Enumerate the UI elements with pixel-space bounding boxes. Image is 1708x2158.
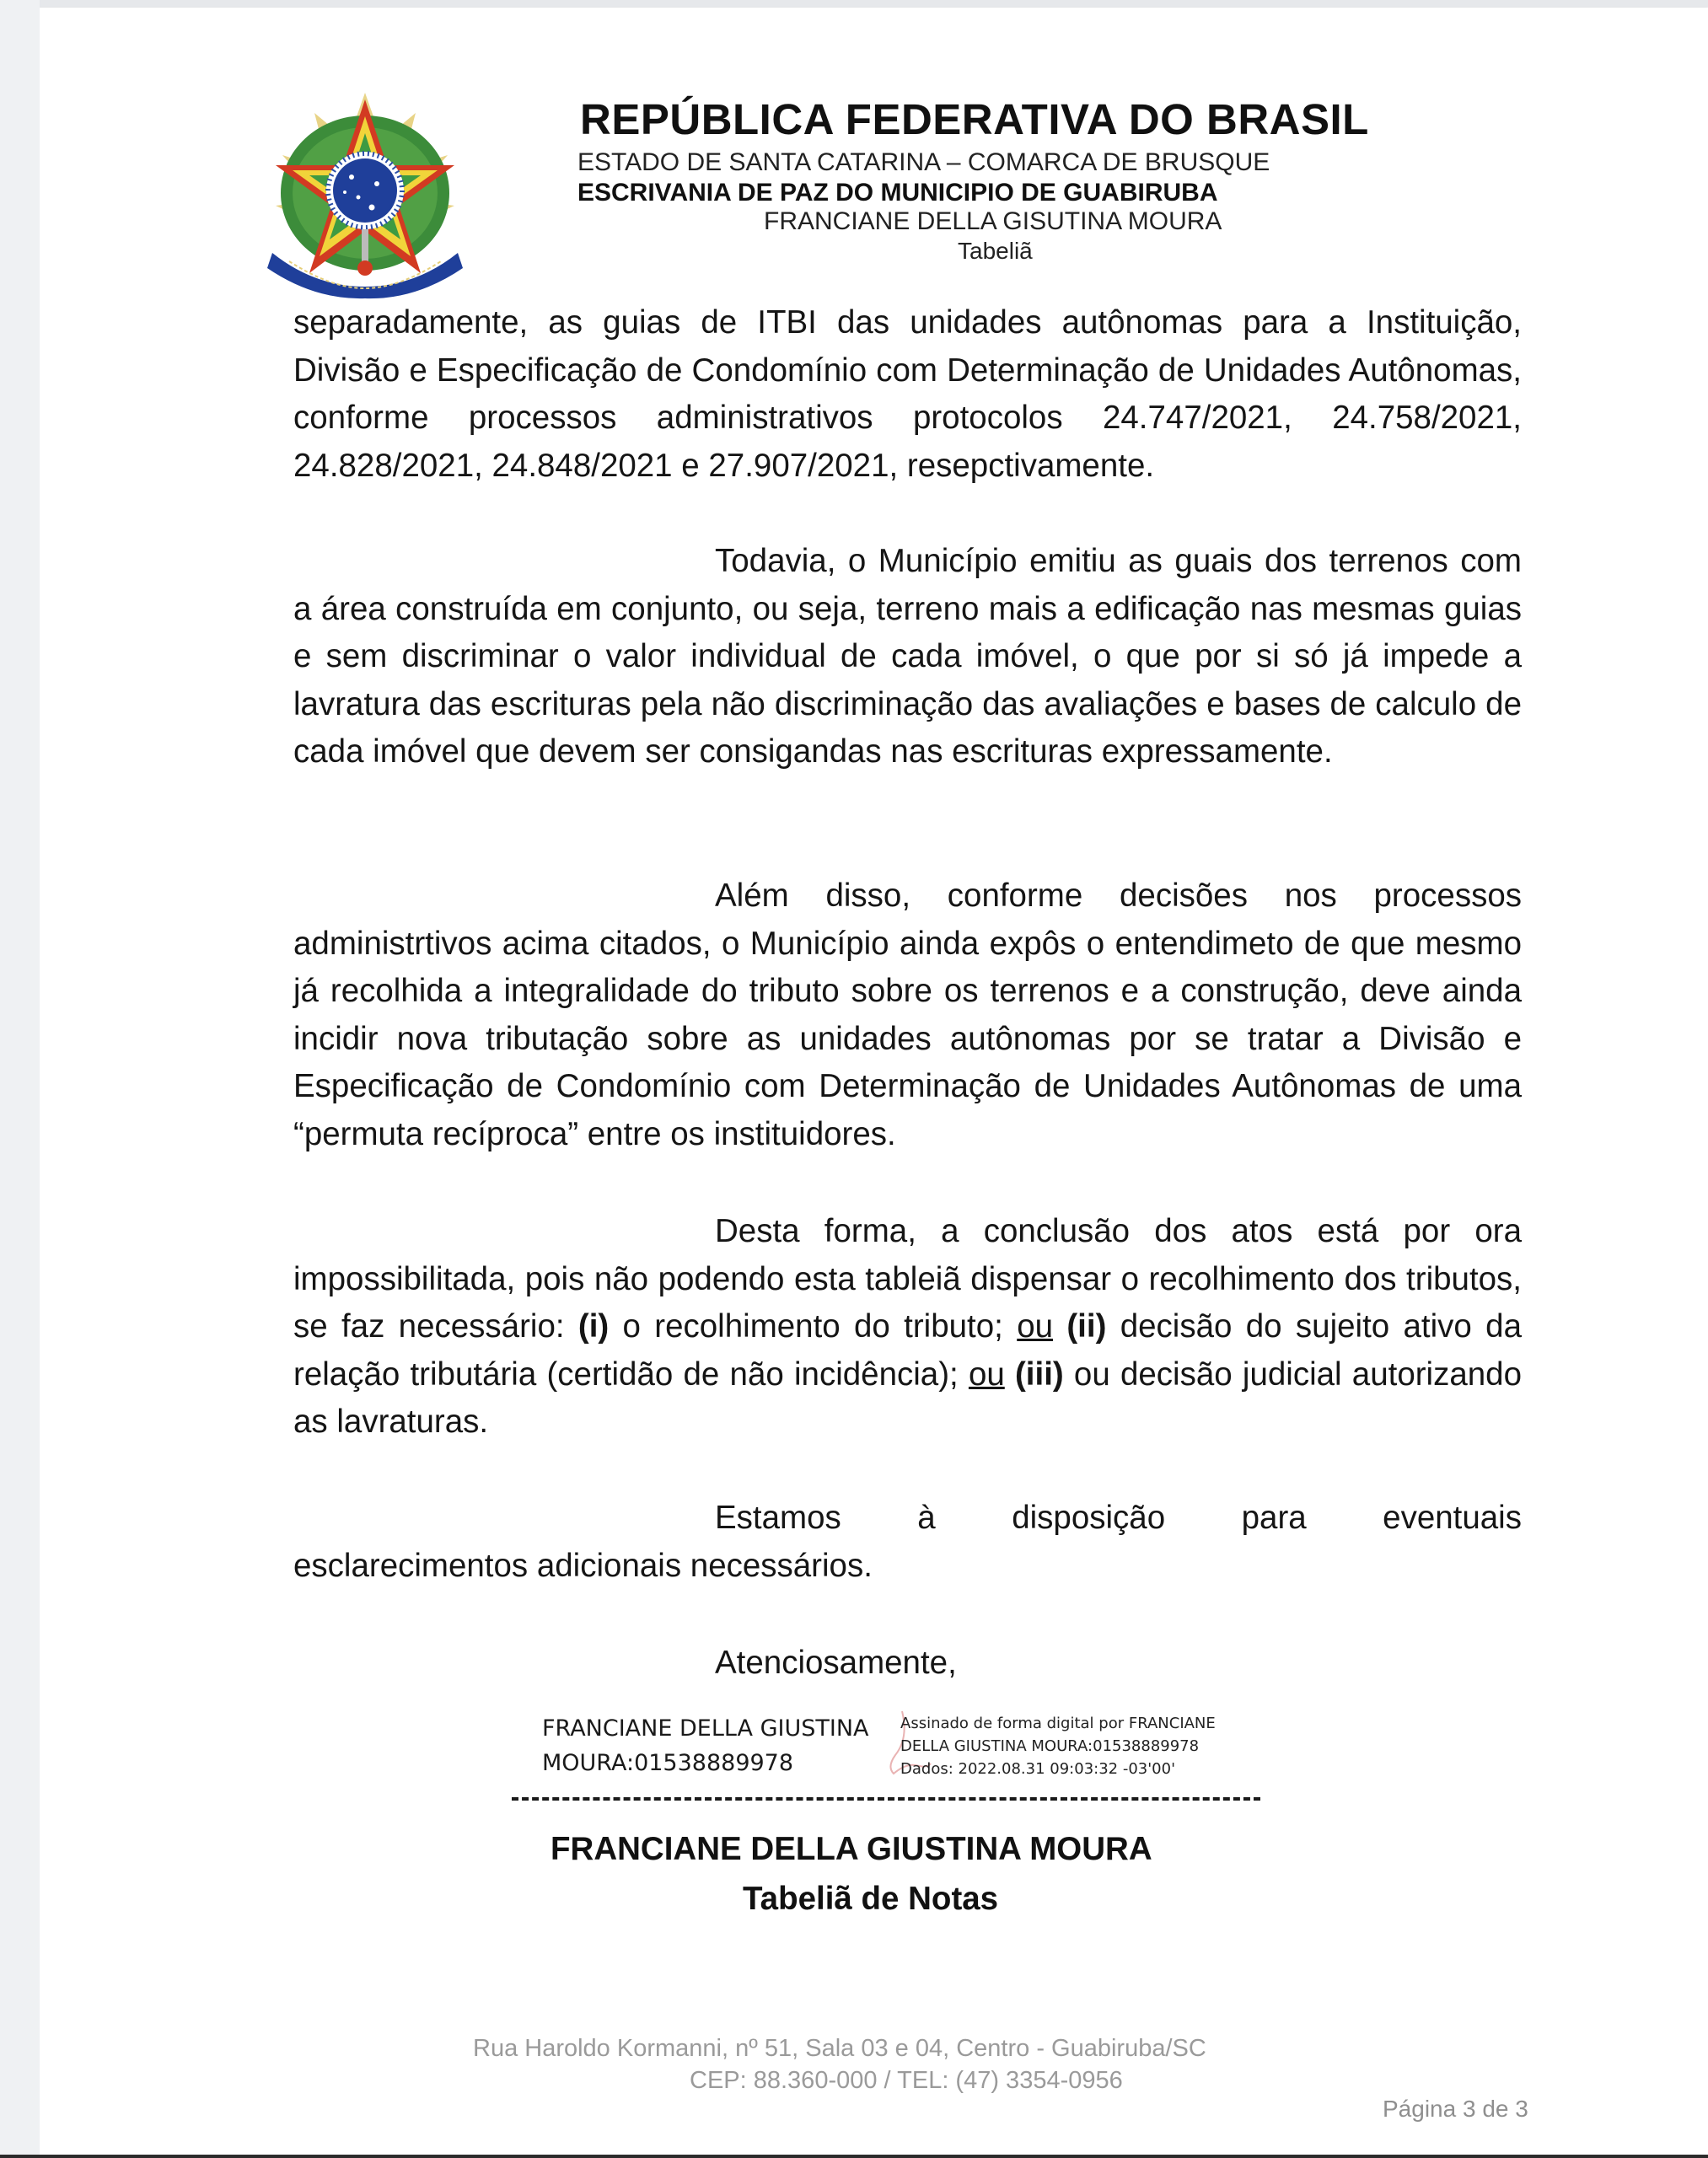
paragraph-2-text: Todavia, o Município emitiu as guais dos terrenos com a área construída em conjunto, ou seja, terreno mais a edificação nas mesmas guias e sem discriminar o valor individual de cada imóvel, o que por si só já impede a lavratura das escrituras pela não discriminação das avaliações e bases de calculo de cada imóvel que devem ser consigandas nas escrituras expressamente. <box>293 543 1522 770</box>
p4-segment: decisão do sujeito ativo da relação tributária (certidão de não incidência); <box>293 1308 1522 1393</box>
signature-name-line-1: FRANCIANE DELLA GIUSTINA <box>542 1715 869 1742</box>
p4-segment <box>1053 1308 1066 1345</box>
signer-role: Tabeliã de Notas <box>743 1881 999 1917</box>
paragraph-1-text: separadamente, as guias de ITBI das unidades autônomas para a Instituição, Divisão e Especificação de Condomínio com Determinação de Unidades Autônomas, conforme processos administrativos protocolos 24.747/2021, 24.758/2021, 24.828/2021, 24.848/2021 e 27.907/2021, resepctivamente. <box>293 304 1522 484</box>
digital-signature-name <box>542 1711 869 1780</box>
paragraph-5 <box>293 1495 1522 1590</box>
paragraph-3 <box>293 872 1522 1158</box>
header-office-line: ESCRIVANIA DE PAZ DO MUNICIPIO DE GUABIRUBA <box>577 179 1218 207</box>
viewer-left-margin <box>0 0 40 2155</box>
paragraph-5-line-2: esclarecimentos adicionais necessários. <box>293 1547 873 1584</box>
header-notary-name: FRANCIANE DELLA GISUTINA MOURA <box>764 207 1222 235</box>
paragraph-2 <box>293 538 1522 776</box>
header-title: REPÚBLICA FEDERATIVA DO BRASIL <box>580 95 1369 143</box>
paragraph-3-text: Além disso, conforme decisões nos processos administrtivos acima citados, o Município ainda expôs o entendimeto de que mesmo já recolhida a integralidade do tributo sobre os terrenos e a construção, deve ainda incidir nova tributação sobre as unidades autônomas por se tratar a Divisão e Especificação de Condomínio com Determinação de Unidades Autônomas de uma “permuta recíproca” entre os instituidores. <box>293 878 1522 1152</box>
signature-detail-line-3: Dados: 2022.08.31 09:03:32 -03'00' <box>900 1760 1176 1778</box>
signer-name: FRANCIANE DELLA GIUSTINA MOURA <box>551 1831 1152 1867</box>
header-notary-title: Tabeliã <box>958 238 1033 264</box>
closing-salutation: Atenciosamente, <box>715 1645 957 1681</box>
footer-address: Rua Haroldo Kormanni, nº 51, Sala 03 e 04, Centro - Guabiruba/SC <box>473 2035 1206 2062</box>
digital-signature-details <box>900 1712 1216 1780</box>
option-i-label: (i) <box>577 1308 610 1345</box>
coat-of-arms-icon <box>264 88 466 300</box>
or-underlined: ou <box>968 1355 1005 1393</box>
option-ii-label: (ii) <box>1066 1308 1107 1345</box>
p4-segment: o recolhimento do tributo; <box>609 1308 1018 1345</box>
paragraph-4-text <box>293 1208 1522 1447</box>
viewer-top-strip <box>0 0 1708 7</box>
header-state-line: ESTADO DE SANTA CATARINA – COMARCA DE BRUSQUE <box>577 148 1270 176</box>
footer-contact: CEP: 88.360-000 / TEL: (47) 3354-0956 <box>690 2067 1123 2094</box>
p4-segment: Desta forma, a conclusão dos atos está por ora impossibilitada, pois não podendo esta tableiã dispensar o recolhimento dos tributos, se faz necessário: <box>293 1213 1522 1345</box>
p4-segment: ou decisão judicial autorizando as lavraturas. <box>293 1355 1523 1440</box>
signature-dashed-line <box>512 1797 1260 1801</box>
or-underlined: ou <box>1017 1308 1054 1345</box>
viewer-bottom-bar <box>0 2155 1708 2158</box>
paragraph-4 <box>293 1208 1522 1447</box>
signature-detail-line-1: Assinado de forma digital por FRANCIANE <box>900 1715 1216 1732</box>
signature-name-line-2: MOURA:01538889978 <box>542 1750 794 1776</box>
page-number: Página 3 de 3 <box>1383 2096 1528 2122</box>
paragraph-5-line-1: Estamos à disposição para eventuais <box>715 1500 1522 1536</box>
option-iii-label: (iii) <box>1014 1355 1064 1393</box>
p4-segment <box>1005 1356 1015 1393</box>
paragraph-1 <box>293 299 1522 490</box>
signature-detail-line-2: DELLA GIUSTINA MOURA:01538889978 <box>900 1737 1200 1755</box>
